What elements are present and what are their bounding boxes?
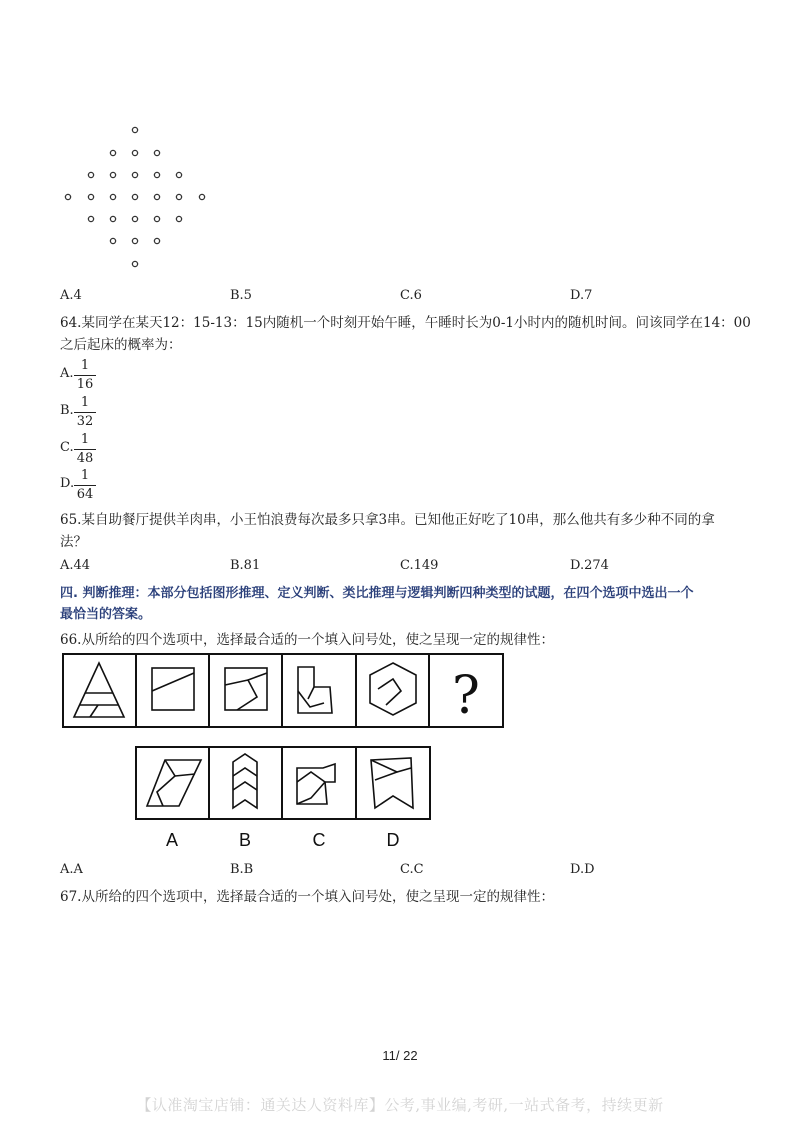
q63-option-a[interactable]: A.4 — [60, 288, 82, 303]
q66-stem: 66.从所给的四个选项中，选择最合适的一个填入问号处，使之呈现一定的规律性： — [60, 632, 554, 648]
fraction-numerator: 1 — [80, 358, 90, 373]
q66-option-d[interactable]: D.D — [570, 862, 595, 877]
option-label: B. — [60, 403, 74, 418]
q66-option-a[interactable]: A.A — [60, 862, 83, 877]
watermark-text: 【认准淘宝店铺：通关达人资料库】公考,事业编,考研,一站式备考，持续更新 — [136, 1096, 664, 1114]
q65-stem-line1: 65.某自助餐厅提供羊肉串，小王怕浪费每次最多只拿3串。已知他正好吃了10串，那么他共有多少种不同的拿 — [60, 512, 715, 528]
fraction-denominator: 64 — [76, 487, 94, 502]
q66-question-figures — [62, 653, 504, 729]
fraction-numerator: 1 — [80, 432, 90, 447]
q65-option-d[interactable]: D.274 — [570, 558, 609, 573]
fraction-bar — [74, 485, 96, 486]
q63-option-c[interactable]: C.6 — [400, 288, 422, 303]
dot-diamond-figure — [55, 120, 225, 280]
q65-option-a[interactable]: A.44 — [60, 558, 91, 573]
q66-option-b[interactable]: B.B — [230, 862, 254, 877]
page-number: 11/ 22 — [382, 1048, 418, 1063]
fraction-bar — [74, 412, 96, 413]
fraction-denominator: 16 — [76, 377, 94, 392]
figure-letter-b: B — [238, 830, 252, 850]
q65-option-b[interactable]: B.81 — [230, 558, 261, 573]
q66-option-figures — [135, 746, 432, 850]
q63-option-d[interactable]: D.7 — [570, 288, 593, 303]
q65-stem-line2: 法？ — [60, 534, 87, 550]
q65-option-c[interactable]: C.149 — [400, 558, 439, 573]
figure-letter-d: D — [386, 830, 400, 850]
option-label: C. — [60, 440, 74, 455]
question-mark: ? — [452, 666, 480, 726]
figure-letter-c: C — [312, 830, 326, 850]
option-label: D. — [60, 476, 75, 491]
figure-letter-a: A — [165, 830, 179, 850]
fraction-denominator: 48 — [76, 451, 94, 466]
section-heading-line2: 最恰当的答案。 — [60, 607, 152, 622]
fraction-numerator: 1 — [80, 468, 90, 483]
q63-option-b[interactable]: B.5 — [230, 288, 252, 303]
q64-stem-line2: 之后起床的概率为： — [60, 337, 182, 353]
q66-option-c[interactable]: C.C — [400, 862, 424, 877]
fraction-numerator: 1 — [80, 395, 90, 410]
fraction-denominator: 32 — [76, 414, 94, 429]
q64-stem-line1: 64.某同学在某天12：15-13：15内随机一个时刻开始午睡，午睡时长为0-1小时内的随机时间。问该同学在14：00 — [60, 315, 751, 331]
option-label: A. — [60, 366, 74, 381]
fraction-bar — [74, 449, 96, 450]
section-heading-line1: 四. 判断推理：本部分包括图形推理、定义判断、类比推理与逻辑判断四种类型的试题，在四个选项中选出一个 — [60, 586, 694, 601]
fraction-bar — [74, 375, 96, 376]
q67-stem: 67.从所给的四个选项中，选择最合适的一个填入问号处，使之呈现一定的规律性： — [60, 889, 554, 905]
